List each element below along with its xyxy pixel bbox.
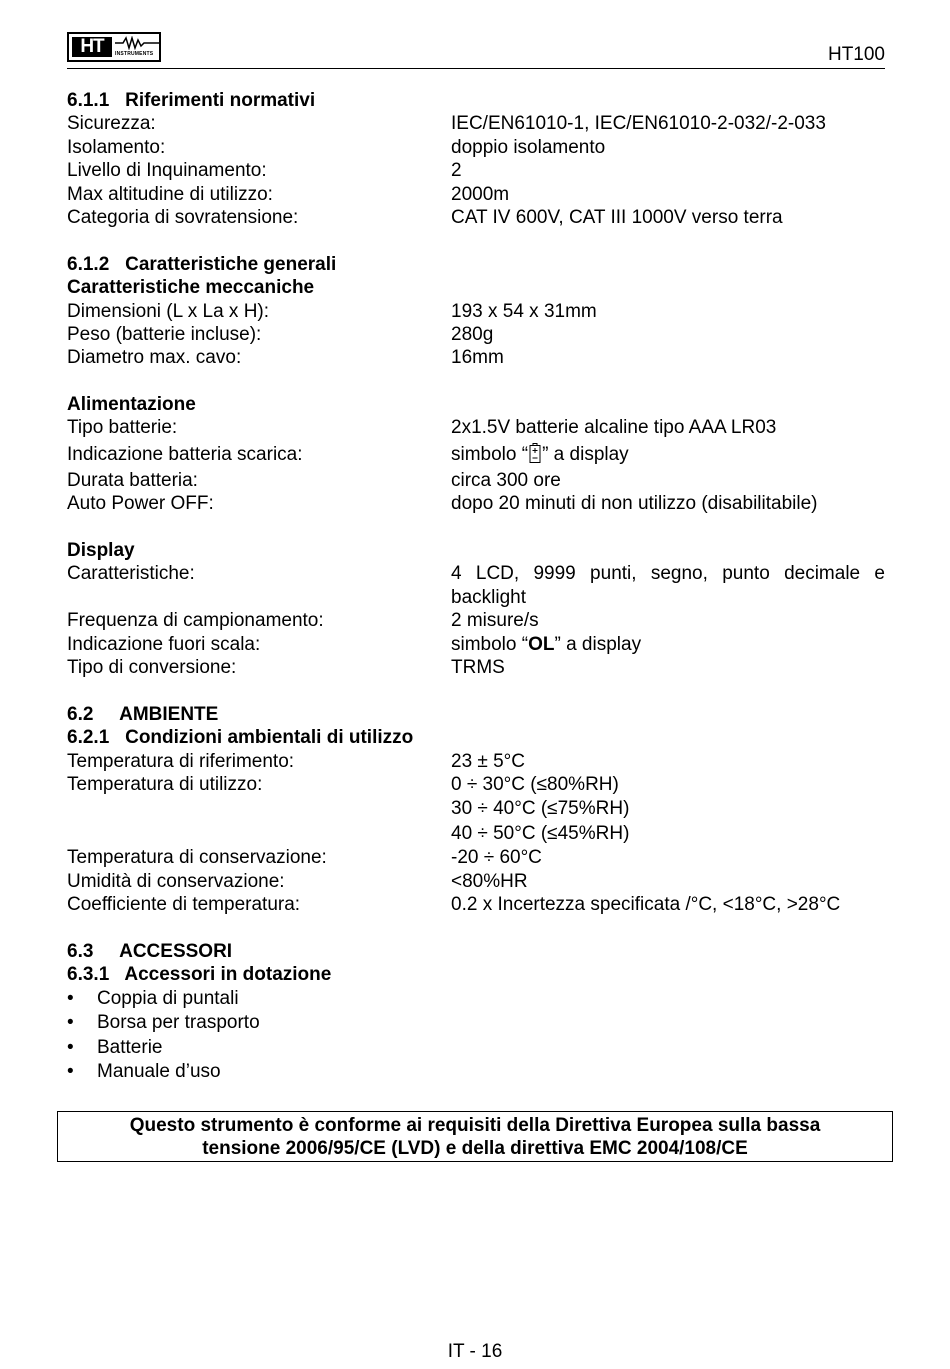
waveform-icon bbox=[115, 36, 159, 50]
notice-line-2: tensione 2006/95/CE (LVD) e della direttiva EMC 2004/108/CE bbox=[202, 1138, 748, 1159]
list-item: • Coppia di puntali bbox=[67, 987, 885, 1012]
notice-line-1: Questo strumento è conforme ai requisiti della Direttiva Europea sulla bassa bbox=[129, 1115, 821, 1136]
page-header bbox=[67, 32, 885, 69]
spec-row-temp-utilizzo-3: 40 ÷ 50°C (≤45%RH) bbox=[451, 822, 630, 844]
spec-row-tipo-batterie: Tipo batterie: 2x1.5V batterie alcaline tipo AAA LR03 bbox=[67, 417, 777, 439]
section-6-2-title: 6.2 AMBIENTE bbox=[67, 703, 219, 725]
spec-row-batteria-scarica: Indicazione batteria scarica: simbolo “ ” a display bbox=[67, 443, 629, 465]
spec-row-temp-utilizzo-2: 30 ÷ 40°C (≤75%RH) bbox=[451, 798, 630, 820]
list-item: • Borsa per trasporto bbox=[67, 1011, 885, 1036]
bullet-icon: • bbox=[67, 1036, 74, 1058]
compliance-notice bbox=[57, 1111, 893, 1162]
spec-row-fuori-scala: Indicazione fuori scala: simbolo “OL” a display bbox=[67, 633, 642, 655]
display-title: Display bbox=[67, 540, 135, 562]
mech-title: Caratteristiche meccaniche bbox=[67, 277, 315, 299]
spec-row-diametro: Diametro max. cavo: 16mm bbox=[67, 347, 504, 369]
spec-row-dimensioni: Dimensioni (L x La x H): 193 x 54 x 31mm bbox=[67, 300, 597, 322]
bullet-icon: • bbox=[67, 987, 74, 1009]
spec-row-coefficiente: Coefficiente di temperatura: 0.2 x Incertezza specificata /°C, <18°C, >28°C bbox=[67, 894, 841, 916]
section-6-1-1-title: 6.1.1 Riferimenti normativi bbox=[67, 90, 316, 111]
spec-row-altitudine: Max altitudine di utilizzo: 2000m bbox=[67, 183, 510, 205]
spec-row-umidita: Umidità di conservazione: <80%HR bbox=[67, 870, 528, 892]
document-body bbox=[67, 89, 885, 1085]
bullet-icon: • bbox=[67, 1061, 74, 1083]
spec-row-temp-conservazione: Temperatura di conservazione: -20 ÷ 60°C bbox=[67, 847, 542, 869]
section-6-2-1-title: 6.2.1 Condizioni ambientali di utilizzo bbox=[67, 727, 414, 749]
list-item: • Batterie bbox=[67, 1036, 885, 1061]
spec-row-isolamento: Isolamento: doppio isolamento bbox=[67, 136, 606, 158]
spec-row-temp-utilizzo: Temperatura di utilizzo: 0 ÷ 30°C (≤80%RH) bbox=[67, 773, 619, 795]
section-6-1-2-title: 6.1.2 Caratteristiche generali bbox=[67, 253, 337, 275]
section-6-3-1-title: 6.3.1 Accessori in dotazione bbox=[67, 964, 332, 986]
section-6-3-title: 6.3 ACCESSORI bbox=[67, 941, 233, 962]
spec-row-temp-riferimento: Temperatura di riferimento: 23 ± 5°C bbox=[67, 750, 526, 772]
spec-row-sovratensione: Categoria di sovratensione: CAT IV 600V, CAT III 1000V verso terra bbox=[67, 206, 783, 228]
spec-row-peso: Peso (batterie incluse): 280g bbox=[67, 323, 494, 345]
bullet-icon: • bbox=[67, 1012, 74, 1034]
page-number: IT - 16 bbox=[447, 1341, 503, 1362]
model-name: HT100 bbox=[827, 44, 885, 65]
spec-row-inquinamento: Livello di Inquinamento: 2 bbox=[67, 160, 462, 182]
spec-row-frequenza: Frequenza di campionamento: 2 misure/s bbox=[67, 610, 539, 632]
logo-text: HT bbox=[72, 37, 112, 57]
battery-icon bbox=[529, 443, 541, 463]
spec-row-sicurezza: Sicurezza: IEC/EN61010-1, IEC/EN61010-2-032/-2-033 bbox=[67, 113, 826, 135]
power-title: Alimentazione bbox=[67, 394, 196, 416]
spec-row-durata: Durata batteria: circa 300 ore bbox=[67, 469, 561, 491]
list-item: • Manuale d’uso bbox=[67, 1060, 885, 1085]
spec-row-caratteristiche: Caratteristiche: 4 LCD, 9999 punti, segno, punto decimale e bbox=[67, 563, 885, 585]
logo-subtext: INSTRUMENTS bbox=[115, 51, 154, 57]
spec-row-caratteristiche-cont: backlight bbox=[451, 586, 526, 608]
spec-row-conversione: Tipo di conversione: TRMS bbox=[67, 656, 505, 678]
spec-row-auto-power-off: Auto Power OFF: dopo 20 minuti di non utilizzo (disabilitabile) bbox=[67, 493, 818, 515]
ht-logo bbox=[67, 32, 161, 62]
